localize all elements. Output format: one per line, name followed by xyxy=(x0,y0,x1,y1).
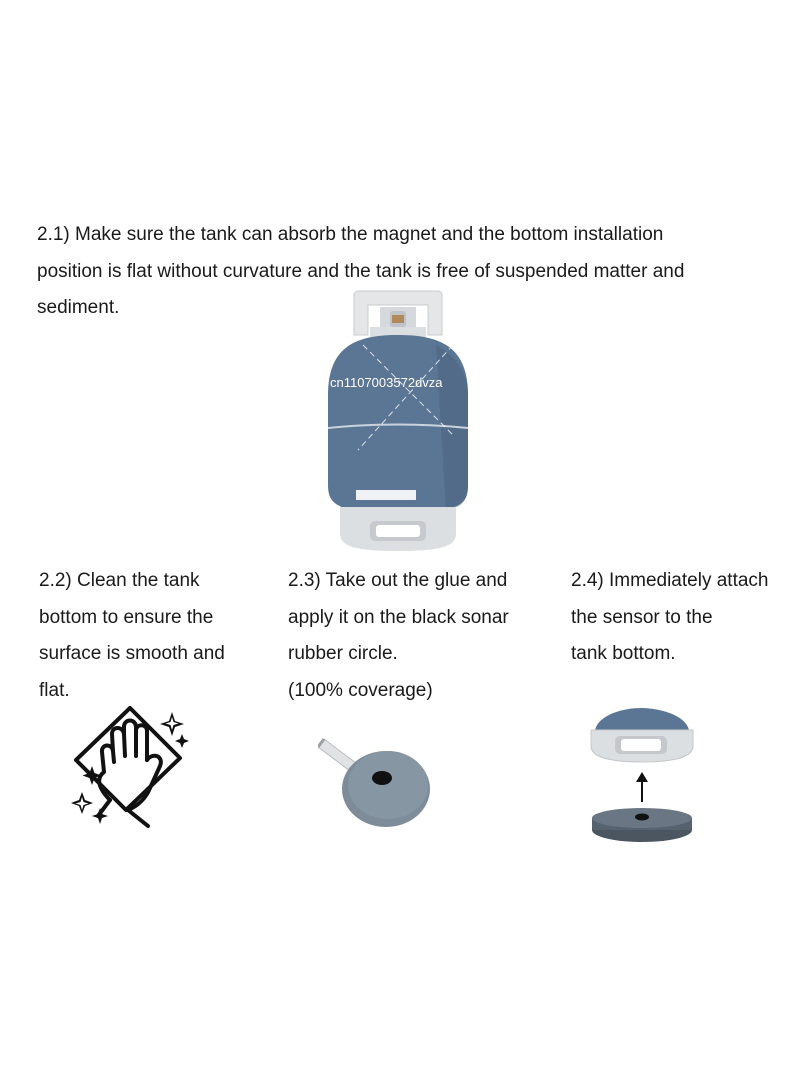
step-2-2-line-2: bottom to ensure the xyxy=(39,606,214,628)
step-2-4-text xyxy=(571,563,768,673)
up-arrow-icon xyxy=(636,772,648,802)
glue-disc-icon xyxy=(318,725,438,835)
step-2-1-line-2: position is flat without curvature and the tank is free of suspended matter and xyxy=(37,260,685,282)
step-2-3-text xyxy=(288,563,509,709)
step-2-3-line-1: 2.3) Take out the glue and xyxy=(288,570,508,591)
step-2-3-line-2: apply it on the black sonar xyxy=(288,606,509,628)
step-2-2-line-4: flat. xyxy=(39,679,70,701)
watermark-text: cn1107003572dvza xyxy=(330,375,443,390)
step-2-1-line-3: sediment. xyxy=(37,297,120,318)
step-2-4-line-2: the sensor to the xyxy=(571,606,713,628)
gas-cylinder-icon xyxy=(318,285,478,555)
step-2-3-line-4: (100% coverage) xyxy=(288,679,433,701)
step-2-1-line-1: 2.1) Make sure the tank can absorb the magnet and the bottom installation xyxy=(37,224,664,245)
step-2-3-line-3: rubber circle. xyxy=(288,643,398,664)
step-2-4-line-1: 2.4) Immediately attach xyxy=(571,570,769,591)
step-2-2-line-3: surface is smooth and xyxy=(39,643,225,664)
step-2-2-line-1: 2.2) Clean the tank xyxy=(39,570,200,591)
step-2-4-line-3: tank bottom. xyxy=(571,643,676,664)
sensor-icon xyxy=(585,700,700,850)
step-2-2-text xyxy=(39,563,225,709)
cleaning-hand-icon xyxy=(68,700,198,835)
